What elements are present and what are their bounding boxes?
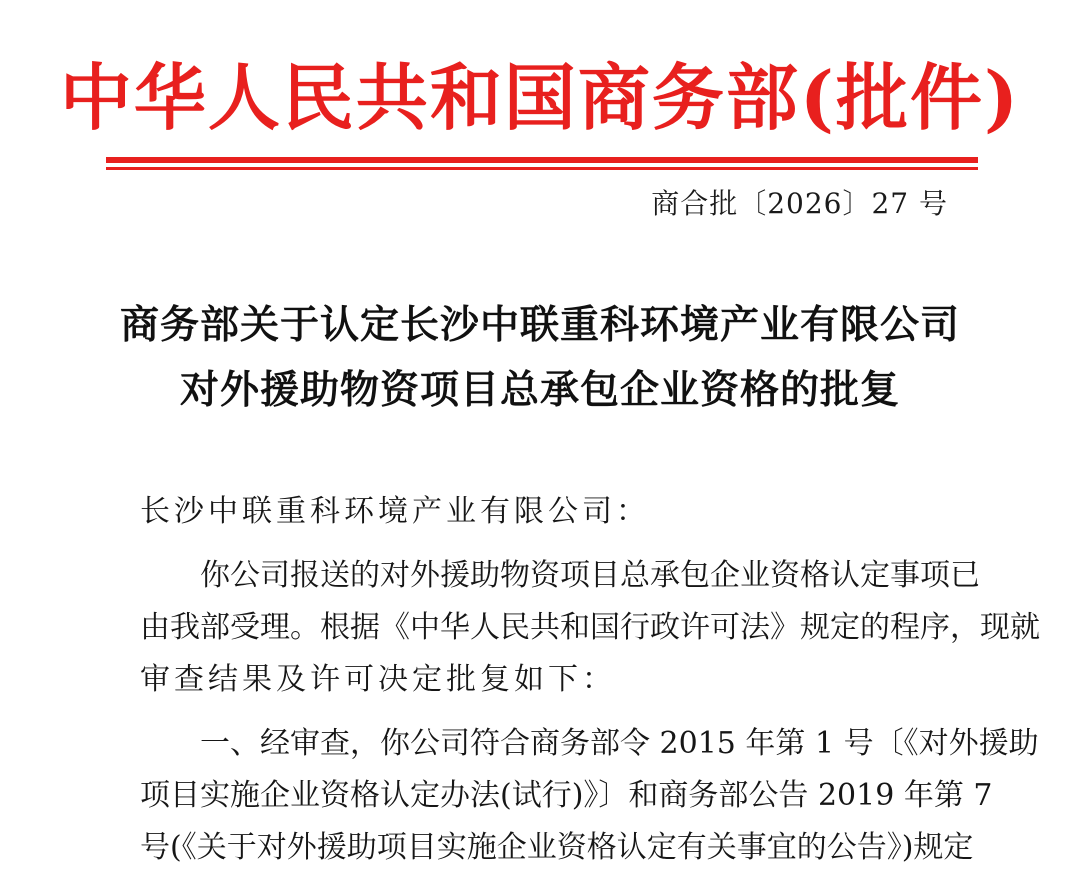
document-title-line-1: 商务部关于认定长沙中联重科环境产业有限公司 — [119, 302, 960, 348]
ministry-masthead: 中华人民共和国商务部(批件) — [59, 55, 1021, 140]
paragraph-1-line-1: 你公司报送的对外援助物资项目总承包企业资格认定事项已 — [200, 558, 980, 593]
document-number: 商合批〔2026〕27 号 — [651, 187, 948, 220]
paragraph-1-line-3: 审查结果及许可决定批复如下： — [140, 662, 616, 697]
paragraph-2-line-1: 一、经审查，你公司符合商务部令 2015 年第 1 号〔《对外援助 — [200, 726, 1039, 761]
paragraph-2-line-3: 号(《关于对外援助项目实施企业资格认定有关事宜的公告》)规定 — [140, 830, 974, 865]
masthead-rule-thin — [106, 167, 978, 170]
document-title-line-2: 对外援助物资项目总承包企业资格的批复 — [179, 367, 900, 413]
paragraph-2-line-2: 项目实施企业资格认定办法(试行)》〕和商务部公告 2019 年第 7 — [140, 778, 993, 813]
paragraph-1-line-2: 由我部受理。根据《中华人民共和国行政许可法》规定的程序，现就 — [140, 610, 1040, 645]
salutation: 长沙中联重科环境产业有限公司： — [140, 494, 650, 529]
masthead-rule-thick — [106, 157, 978, 163]
